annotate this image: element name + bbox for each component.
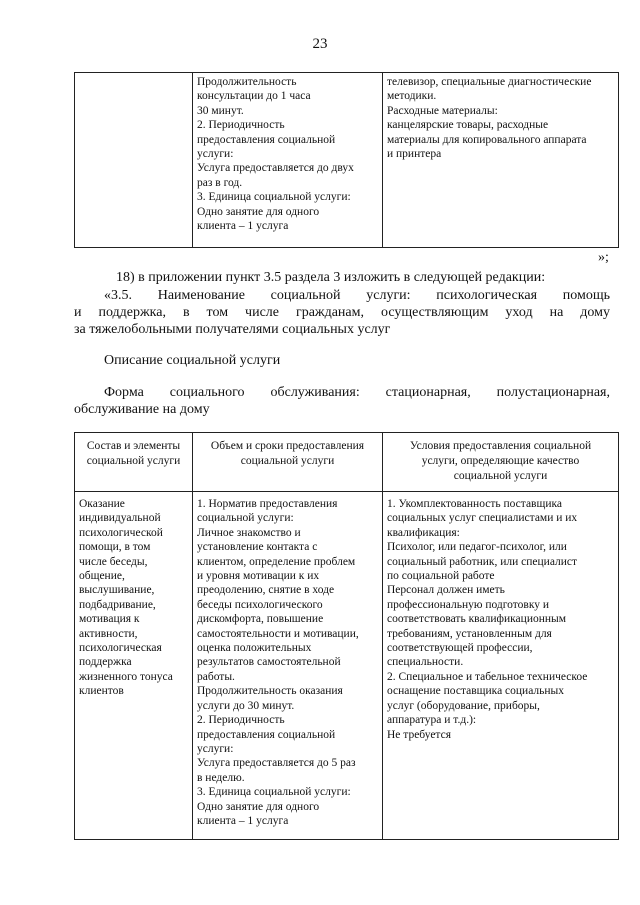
text-line: помощи, в том (79, 541, 151, 554)
text-line: предоставления социальной (197, 133, 336, 146)
text-line: 2. Специальное и табельное техническое (387, 670, 588, 683)
text-line: клиентов (79, 685, 124, 698)
text-line: клиента – 1 услуга (197, 220, 289, 233)
table1-col3-cell (383, 73, 619, 248)
header-composition (75, 433, 193, 492)
text-line: жизненного тонуса (79, 670, 173, 683)
text-line: 3. Единица социальной услуги: (197, 191, 351, 204)
header-line: услуги, определяющие качество (421, 455, 580, 467)
text-line: требованиям, установленным для (387, 627, 552, 640)
text-line: оценка положительных (197, 642, 312, 655)
text-line: в неделю. (197, 771, 245, 784)
text-line: дискомфорта, повышение (197, 613, 324, 626)
text-line: оснащение поставщика социальных (387, 685, 565, 698)
text-line: телевизор, специальные диагностические (387, 76, 592, 88)
text-line: социальных услуг специалистами и их (387, 512, 578, 525)
text-line: консультации до 1 часа (197, 90, 311, 103)
text-line: работы. (197, 670, 235, 683)
text-line: Продолжительность (197, 76, 297, 88)
text-line: клиентом, определение проблем (197, 555, 356, 568)
volume-terms-cell (193, 492, 383, 840)
text-line: подбадривание, (79, 598, 156, 611)
text-line: 30 минут. (197, 104, 244, 117)
header-line: Условия предоставления социальной (409, 440, 592, 452)
service-form-line-2: обслуживание на дому (74, 402, 210, 417)
closing-quote: »; (598, 250, 609, 265)
text-line: Услуга предоставляется до двух (197, 162, 354, 175)
table-header-row (75, 433, 619, 492)
text-line: поддержка (79, 656, 132, 669)
header-line: социальной услуги (86, 455, 181, 467)
text-line: Личное знакомство и (197, 526, 301, 539)
text-line: услуги: (197, 148, 234, 161)
text-line: квалификация: (387, 526, 460, 539)
text-line: и уровня мотивации к их (197, 570, 320, 583)
composition-cell (75, 492, 193, 840)
conditions-cell (383, 492, 619, 840)
text-line: канцелярские товары, расходные (387, 119, 549, 132)
continued-service-table (74, 72, 619, 248)
text-line: Расходные материалы: (387, 104, 498, 117)
text-line: Услуга предоставляется до 5 раз (197, 757, 356, 770)
text-line: специальности. (387, 656, 464, 669)
text-line: предоставления социальной (197, 728, 336, 741)
page-number: 23 (312, 36, 328, 52)
text-line: раз в год. (197, 176, 243, 189)
service-form-line-1: Форма социального обслуживания: стационарная, полустационарная, (104, 385, 610, 400)
text-line: соответствовать квалификационным (387, 613, 567, 626)
text-line: психологической (79, 526, 163, 539)
text-line: 1. Норматив предоставления (197, 498, 338, 510)
text-line: Не требуется (387, 728, 451, 741)
table1-col1-cell (75, 73, 193, 248)
amendment-item-18: 18) в приложении пункт 3.5 раздела 3 изложить в следующей редакции: (116, 270, 546, 285)
text-line: 2. Периодичность (197, 119, 285, 132)
text-line: 3. Единица социальной услуги: (197, 786, 351, 799)
text-line: преодолению, снятие в ходе (197, 584, 335, 597)
header-line: Состав и элементы (86, 440, 181, 452)
service-description-table (74, 432, 619, 840)
header-line: социальной услуги (453, 470, 548, 482)
text-line: результатов самостоятельной (197, 656, 341, 669)
header-line: социальной услуги (240, 455, 335, 467)
text-line: Одно занятие для одного (197, 205, 320, 218)
text-line: и принтера (387, 148, 442, 161)
text-line: материалы для копировального аппарата (387, 133, 587, 146)
header-conditions (383, 433, 619, 492)
text-line: профессиональную подготовку и (387, 598, 550, 611)
item-3-5-line-1: «3.5. Наименование социальной услуги: психологическая помощь (104, 288, 610, 303)
item-3-5-line-2: и поддержка, в том числе гражданам, осуществляющим уход на дому (74, 305, 610, 320)
text-line: Психолог, или педагог-психолог, или (387, 541, 567, 554)
text-line: методики. (387, 90, 437, 103)
item-3-5-line-3: за тяжелобольными получателями социальных услуг (74, 322, 391, 337)
text-line: социальный работник, или специалист (387, 555, 578, 568)
text-line: общение, (79, 570, 125, 583)
text-line: активности, (79, 627, 138, 640)
text-line: числе беседы, (79, 555, 148, 568)
text-line: 1. Укомплектованность поставщика (387, 498, 562, 510)
table-row (75, 492, 619, 840)
text-line: по социальной работе (387, 570, 495, 583)
table1-col2-cell (193, 73, 383, 248)
text-line: клиента – 1 услуга (197, 814, 289, 827)
text-line: психологическая (79, 642, 162, 655)
text-line: услуг (оборудование, приборы, (387, 699, 540, 712)
header-volume-terms (193, 433, 383, 492)
text-line: Одно занятие для одного (197, 800, 320, 813)
text-line: 2. Периодичность (197, 714, 285, 727)
header-line: Объем и сроки предоставления (210, 440, 365, 452)
text-line: самостоятельности и мотивации, (197, 627, 359, 640)
text-line: аппаратура и т.д.): (387, 714, 477, 727)
text-line: мотивация к (79, 613, 140, 626)
text-line: услуги до 30 минут. (197, 699, 295, 712)
text-line: выслушивание, (79, 584, 155, 597)
text-line: соответствующей профессии, (387, 642, 533, 655)
text-line: услуги: (197, 742, 234, 755)
text-line: беседы психологического (197, 598, 323, 611)
text-line: социальной услуги: (197, 512, 294, 525)
text-line: Персонал должен иметь (387, 584, 505, 597)
text-line: установление контакта с (197, 541, 318, 554)
description-heading: Описание социальной услуги (104, 353, 281, 368)
text-line: Оказание (79, 498, 125, 510)
text-line: индивидуальной (79, 512, 161, 525)
text-line: Продолжительность оказания (197, 685, 343, 698)
